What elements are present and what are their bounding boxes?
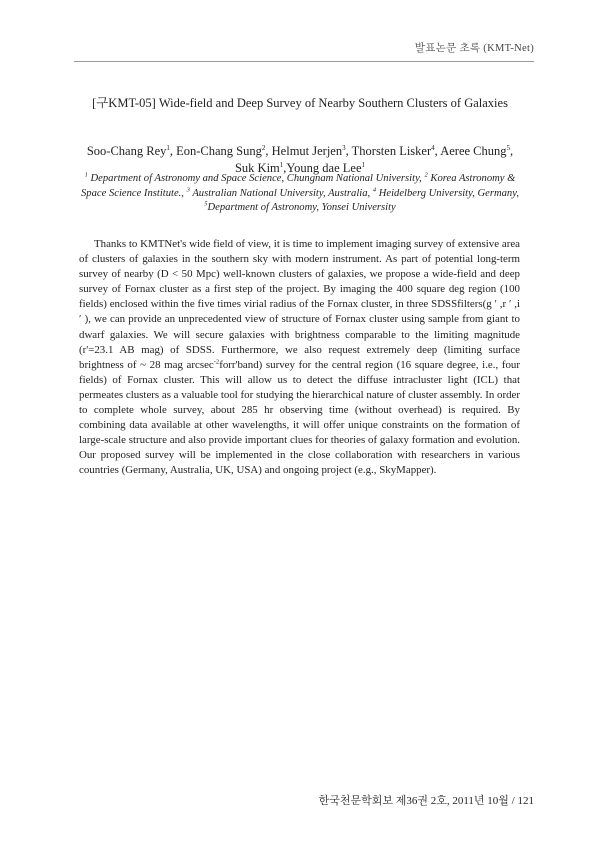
abstract-body xyxy=(79,237,520,479)
affiliation: Department of Astronomy and Space Science, Chungnam National University, xyxy=(90,173,422,184)
abstract-text-continued: forr'band) survey for the central region (16 square degree, i.e., four fields) of Fornax cluster. This will allow us to detect the diffuse intracluster light (ICL) that permeates clusters as a valuable tool for studying the hierarchical nature of cluster assembly. In order to complete whole survey, about 285 hr observing time (without overhead) is required. By combining data available at other wavelengths, it will offer unique constraints on the formation of large-scale structure and also provide important clues for theories of galaxy formation and evolution. Our proposed survey will be implemented in the close collaboration with researchers in various countries (Germany, Australia, UK, USA) and ongoing project (e.g., SkyMapper). xyxy=(79,358,520,477)
affiliation: Australian National University, Australia, xyxy=(192,187,371,199)
author-affiliation-mark: 5 xyxy=(506,143,510,152)
author-name: Aeree Chung xyxy=(440,144,507,158)
abstract-text: Thanks to KMTNet's wide field of view, it is time to implement imaging survey of extensive area of clusters of galaxies in the southern sky with modern instrument. As part of potential long-term survey of nearby (D < 50 Mpc) well-known clusters of galaxies, we propose a wide-field and deep survey of Fornax cluster as a first step of the project. By imaging the 400 square deg region (100 fields) enclosed within the five times virial radius of the Fornax cluster, in three SDSSfilters(g ′ ,r ′ ,i ′ ), we can provide an unprecedented view of structure of Fornax cluster using sample from giant to dwarf galaxies. We will secure galaxies with brightness comparable to the limiting magnitude (r'=23.1 AB mag) of SDSS. Furthermore, we also request extremely deep (limiting surface brightness of ~ 28 mag arcsec xyxy=(79,238,520,371)
affiliation-number: 1 xyxy=(84,171,88,179)
author-affiliation-mark: 4 xyxy=(431,143,435,152)
affiliation: Department of Astronomy, Yonsei University xyxy=(207,202,396,213)
author-name: Soo-Chang Rey xyxy=(86,144,167,158)
affiliation: Heidelberg University, Germany, xyxy=(378,187,519,199)
affiliation-number: 5 xyxy=(204,200,208,208)
author-affiliation-mark: 1 xyxy=(361,160,366,169)
author-affiliation-mark: 1 xyxy=(279,160,284,169)
author-list: Soo-Chang Rey$^1$, Eon-Chang Sung$^2$, Helmut Jerjen$^3$, Thorsten Lisker$^4$, Aeree Chung$^5$, Suk Kim$^1$,Young dae Lee$^1$ xyxy=(86,143,514,175)
author-name: Eon-Chang Sung xyxy=(176,144,262,158)
affiliation-number: 3 xyxy=(186,185,190,193)
abstract-superscript: -2 xyxy=(213,358,220,366)
author-name: Young dae Lee xyxy=(286,161,362,175)
affiliation-number: 4 xyxy=(372,185,377,193)
author-name: Suk Kim xyxy=(234,161,280,175)
journal-footer: 한국천문학회보 제36권 2호, 2011년 10월 / 121 xyxy=(318,795,534,807)
running-head: 발표논문 초록 (KMT-Net) xyxy=(414,43,534,54)
author-affiliation-mark: 2 xyxy=(261,143,266,152)
affiliation-list xyxy=(74,172,526,216)
author-name: Helmut Jerjen xyxy=(271,144,343,158)
header-rule xyxy=(74,61,534,62)
author-name: Thorsten Lisker xyxy=(351,144,432,158)
author-affiliation-mark: 3 xyxy=(342,143,346,152)
affiliation-number: 2 xyxy=(424,171,428,179)
paper-title: [구KMT-05] Wide-field and Deep Survey of Nearby Southern Clusters of Galaxies xyxy=(92,96,508,110)
affiliation: Korea Astronomy & Space Science Institute., xyxy=(81,173,516,199)
author-affiliation-mark: 1 xyxy=(166,143,170,152)
